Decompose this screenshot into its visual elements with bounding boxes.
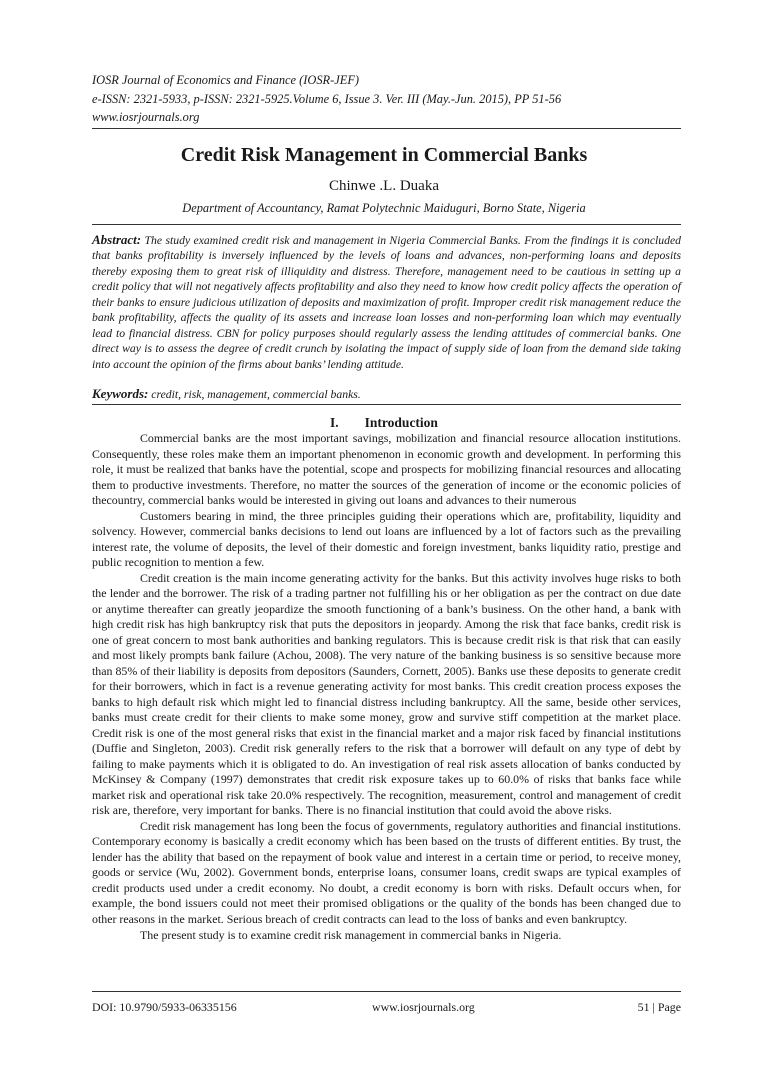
- footer-website: www.iosrjournals.org: [372, 1000, 475, 1014]
- body-text: [92, 431, 681, 943]
- paragraph: Customers bearing in mind, the three principles guiding their operations which are, profitability, liquidity and solvency. However, commercial banks decisions to lend out loans are influenced by a lot of factors such as the prevailing interest rate, the volume of deposits, the level of their domestic and foreign investment, banks liquidity ratio, prestige and public recognition to mention a few.: [92, 508, 681, 570]
- abstract-top-rule: [92, 224, 681, 225]
- header-website: www.iosrjournals.org: [92, 110, 200, 124]
- issn-line: e-ISSN: 2321-5933, p-ISSN: 2321-5925.Volume 6, Issue 3. Ver. III (May.-Jun. 2015), PP 51-56: [92, 91, 562, 106]
- section-heading: [0, 415, 768, 431]
- abstract: [92, 232, 681, 372]
- paragraph: Commercial banks are the most important savings, mobilization and financial resource allocation institutions. Consequently, these roles make them an important phenomenon in economic growth and development. In performing this role, it must be realized that banks have the potential, scope and prospects for mobilizing financial resources and allocating them to productive investments. Therefore, no matter the sources of the generation of income or the economic policies of thecountry, commercial banks would be interested in giving out loans and advances to their numerous: [92, 431, 681, 508]
- abstract-bottom-rule: [92, 404, 681, 405]
- paragraph: Credit risk management has long been the focus of governments, regulatory authorities and financial institutions. Contemporary economy is basically a credit economy which has been based on the trusts of different entities. By trust, the lender has the ability that based on the repayment of book value and interest in a certain time or period, to receive money, goods or service (Wu, 2002). Government bonds, enterprise loans, consumer loans, credit swaps are typical examples of credit products used under a credit economy. No doubt, a credit economy is born with risks. Default occurs when, for example, the bond issuers could not meet their promised obligations or the quality of the bonds has been changed due to other reasons in the market. Serious breach of credit contracts can lead to the loss of banks and even bankruptcy.: [92, 818, 681, 926]
- section-number: I.: [330, 415, 339, 430]
- footer-doi: DOI: 10.9790/5933-06335156: [92, 1000, 237, 1014]
- footer-page-number: 51 | Page: [637, 1000, 681, 1014]
- journal-header: [92, 71, 682, 127]
- paragraph: Credit creation is the main income generating activity for the banks. But this activity involves huge risks to both the lender and the borrower. The risk of a trading partner not fulfilling his or her obligation as per the contract on due date or anytime thereafter can greatly jeopardize the smooth functioning of a bank’s business. On the other hand, a bank with high credit risk has high bankruptcy risk that puts the depositors in jeopardy. Among the risk that face banks, credit risk is one of great concern to most bank authorities and banking regulators. This is because credit risk is that risk that can easily and most likely prompts bank failure (Achou, 2008). The very nature of the banking business is so sensitive because more than 85% of their liability is deposits from depositors (Saunders, Cornett, 2005). Banks use these deposits to generate credit for their borrowers, which in fact is a revenue generating activity for most banks. This credit creation process exposes the banks to high default risk which might led to financial distress including bankruptcy. All the same, beside other services, banks must create credit for their clients to make some money, grow and survive stiff competition at the market place. Credit risk is one of the most general risks that exist in the financial market and a major risk faced by financial institutions (Duffie and Singleton, 2003). Credit risk generally refers to the risk that a borrower will default on any type of debt by failing to make payments which it is obligated to do. An investigation of real risk assets allocation of banks conducted by McKinsey & Company (1997) demonstrates that credit risk exposure takes up to 60.0% of risks that banks face while market risk and operational risk take 20.0% respectively. The recognition, measurement, control and management of credit risk are, therefore, very important for banks. There is no financial institution that could avoid the above risks.: [92, 570, 681, 818]
- paragraph: The present study is to examine credit risk management in commercial banks in Nigeria.: [140, 927, 562, 942]
- journal-name: IOSR Journal of Economics and Finance (IOSR-JEF): [92, 73, 360, 87]
- keywords-label: Keywords:: [92, 386, 149, 401]
- abstract-label: Abstract:: [92, 232, 142, 247]
- keywords: [92, 386, 681, 402]
- abstract-text: The study examined credit risk and management in Nigeria Commercial Banks. From the findings it is concluded that banks profitability is inversely influenced by the levels of loans and advances, non-performing loans and deposits thereby exposing them to great risk of illiquidity and distress. Therefore, management need to be cautious in setting up a credit policy that will not negatively affects profitability and also they need to know how credit policy affects the operation of their banks to ensure judicious utilization of deposits and maximization of profit. Improper credit risk management reduce the bank profitability, affects the quality of its assets and increase loan losses and non-performing loan which may eventually lead to financial distress. CBN for policy purposes should regularly assess the lending attitudes of commercial banks. One direct way is to assess the degree of credit crunch by isolating the impact of supply side of loan from the demand side taking into account the opinion of the firms about banks’ lending attitude.: [92, 234, 682, 371]
- paper-title: Credit Risk Management in Commercial Banks: [180, 144, 588, 166]
- author-name: Chinwe .L. Duaka: [329, 178, 439, 194]
- section-title: Introduction: [364, 415, 438, 430]
- keywords-text: credit, risk, management, commercial banks.: [151, 388, 361, 401]
- header-rule: [92, 128, 681, 129]
- footer-rule: [92, 991, 681, 992]
- author-affiliation: Department of Accountancy, Ramat Polytechnic Maiduguri, Borno State, Nigeria: [182, 201, 586, 215]
